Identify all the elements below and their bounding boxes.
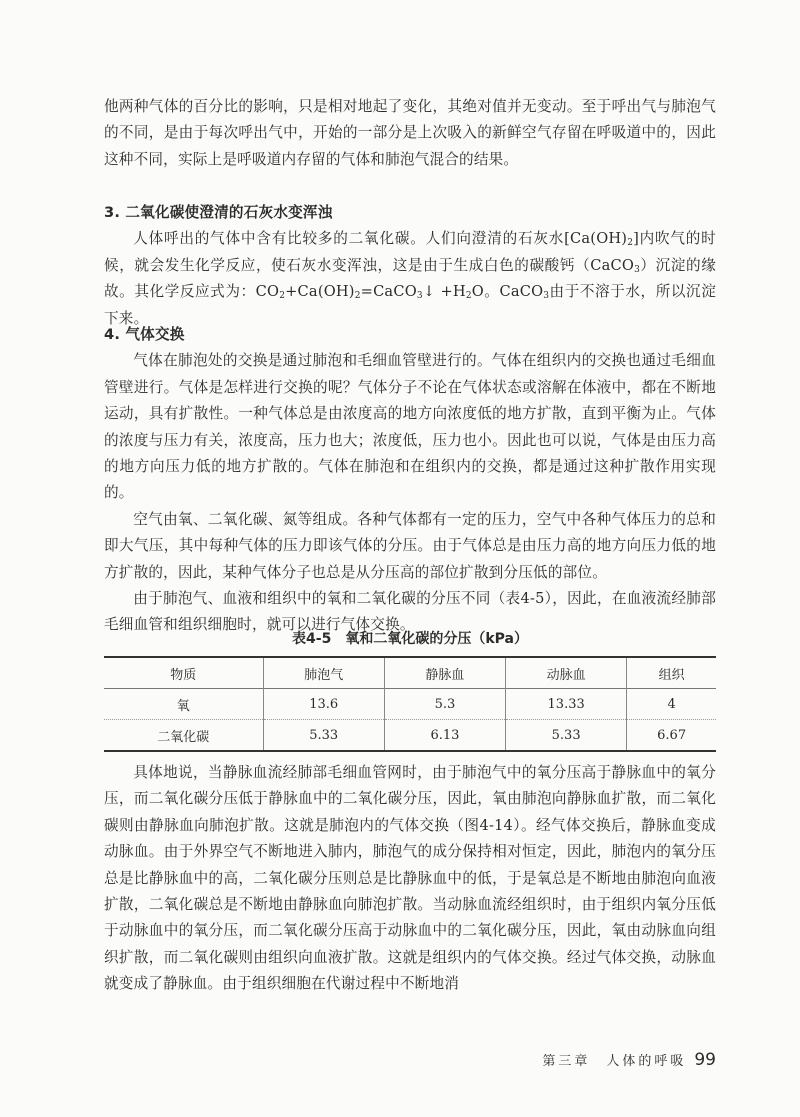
subscript: 2 <box>279 291 286 302</box>
subscript: 2 <box>465 291 472 302</box>
table-row <box>104 720 716 752</box>
table-cell: 4 <box>627 689 716 720</box>
text-run: ）沉淀的缘故。其化学反应式为：CO <box>104 256 716 301</box>
section-4-heading: 4. 气体交换 <box>104 326 185 343</box>
text-run: 人体呼出的气体中含有比较多的二氧化碳。人们向澄清的石灰水[Ca(OH) <box>133 230 628 248</box>
section-3-paragraph <box>104 226 716 332</box>
table-cell: 氧 <box>176 698 190 714</box>
text-run: ]内吹气的时候，就会发生化学反应，使石灰水变浑浊，这是由于生成白色的碳酸钙（CaCO <box>104 230 716 274</box>
table-cell: 6.13 <box>384 720 505 752</box>
page-footer <box>104 1050 716 1070</box>
header-cell: 静脉血 <box>384 657 505 689</box>
text-run: 由于不溶于水，所以沉淀下来。 <box>104 283 716 327</box>
intro-paragraph-block <box>104 94 716 173</box>
text-run: ↓ +H <box>422 283 466 301</box>
continuation-paragraph: 他两种气体的百分比的影响，只是相对地起了变化，其绝对值并无变动。至于呼出气与肺泡气的不同，是由于每次呼出气中，开始的一部分是上次吸入的新鲜空气存留在呼吸道中的，因此这种不同，实际上是呼吸道内存留的气体和肺泡气混合的结果。 <box>104 98 716 168</box>
table-cell: 13.6 <box>263 689 384 720</box>
subscript: 2 <box>627 238 634 249</box>
text-run: +Ca(OH) <box>285 283 355 301</box>
section-4-paragraph-3: 由于肺泡气、血液和组织中的氧和二氧化碳的分压不同（表4-5），因此，在血液流经肺部毛细血管和组织细胞时，就可以进行气体交换。 <box>104 590 716 634</box>
section-4-continued <box>104 760 716 998</box>
gas-exchange-paragraph: 具体地说，当静脉血流经肺部毛细血管网时，由于肺泡气中的氧分压高于静脉血中的氧分压，而二氧化碳分压低于静脉血中的二氧化碳分压，因此，氧由肺泡向静脉血扩散，而二氧化碳则由静脉血向肺泡扩散。这就是肺泡内的气体交换（图4-14）。经气体交换后，静脉血变成动脉血。由于外界空气不断地进入肺内，肺泡气的成分保持相对恒定，因此，肺泡内的氧分压总是比静脉血中的高，二氧化碳分压则总是比静脉血中的低，于是氧总是不断地由肺泡向血液扩散，二氧化碳总是不断地由静脉血向肺泡扩散。当动脉血流经组织时，由于组织内氧分压低于动脉血中的氧分压，而二氧化碳分压高于动脉血中的二氧化碳分压，因此，氧由动脉血向组织扩散，而二氧化碳则由组织向血液扩散。这就是组织内的气体交换。经过气体交换，动脉血就变成了静脉血。由于组织细胞在代谢过程中不断地消 <box>104 764 716 993</box>
table-cell: 5.33 <box>506 720 627 752</box>
partial-pressure-table <box>104 656 716 752</box>
table-header-row <box>104 657 716 689</box>
table-row <box>104 689 716 720</box>
table-cell: 6.67 <box>627 720 716 752</box>
section-4-paragraph-1: 气体在肺泡处的交换是通过肺泡和毛细血管壁进行的。气体在组织内的交换也通过毛细血管壁进行。气体是怎样进行交换的呢？气体分子不论在气体状态或溶解在体液中，都在不断地运动，具有扩散性。一种气体总是由浓度高的地方向浓度低的地方扩散，直到平衡为止。气体的浓度与压力有关，浓度高，压力也大；浓度低，压力也小。因此也可以说，气体是由压力高的地方向压力低的地方扩散的。气体在肺泡和在组织内的交换，都是通过这种扩散作用实现的。 <box>104 352 716 502</box>
subscript: 3 <box>634 264 641 275</box>
header-cell: 动脉血 <box>506 657 627 689</box>
table-caption: 表4-5 氧和二氧化碳的分压（kPa） <box>292 631 528 647</box>
table-cell: 13.33 <box>506 689 627 720</box>
section-4 <box>104 322 716 639</box>
subscript: 2 <box>354 291 361 302</box>
section-3 <box>104 200 716 332</box>
section-3-heading: 3. 二氧化碳使澄清的石灰水变浑浊 <box>104 204 333 221</box>
subscript: 3 <box>416 291 423 302</box>
header-cell: 组织 <box>627 657 716 689</box>
text-run: O。CaCO <box>471 283 544 301</box>
header-cell: 肺泡气 <box>263 657 384 689</box>
section-4-paragraph-2: 空气由氧、二氧化碳、氮等组成。各种气体都有一定的压力，空气中各种气体压力的总和即大气压，其中每种气体的压力即该气体的分压。由于气体总是由压力高的地方向压力低的地方扩散的，因此，某种气体分子也总是从分压高的部位扩散到分压低的部位。 <box>104 510 716 581</box>
text-run: =CaCO <box>360 283 417 301</box>
page-number: 99 <box>694 1050 716 1070</box>
table-cell: 5.33 <box>263 720 384 752</box>
table-cell: 二氧化碳 <box>157 729 210 745</box>
subscript: 3 <box>543 291 550 302</box>
header-cell: 物质 <box>170 667 197 683</box>
table-cell: 5.3 <box>384 689 505 720</box>
chapter-title: 第三章 人体的呼吸 <box>542 1054 687 1069</box>
